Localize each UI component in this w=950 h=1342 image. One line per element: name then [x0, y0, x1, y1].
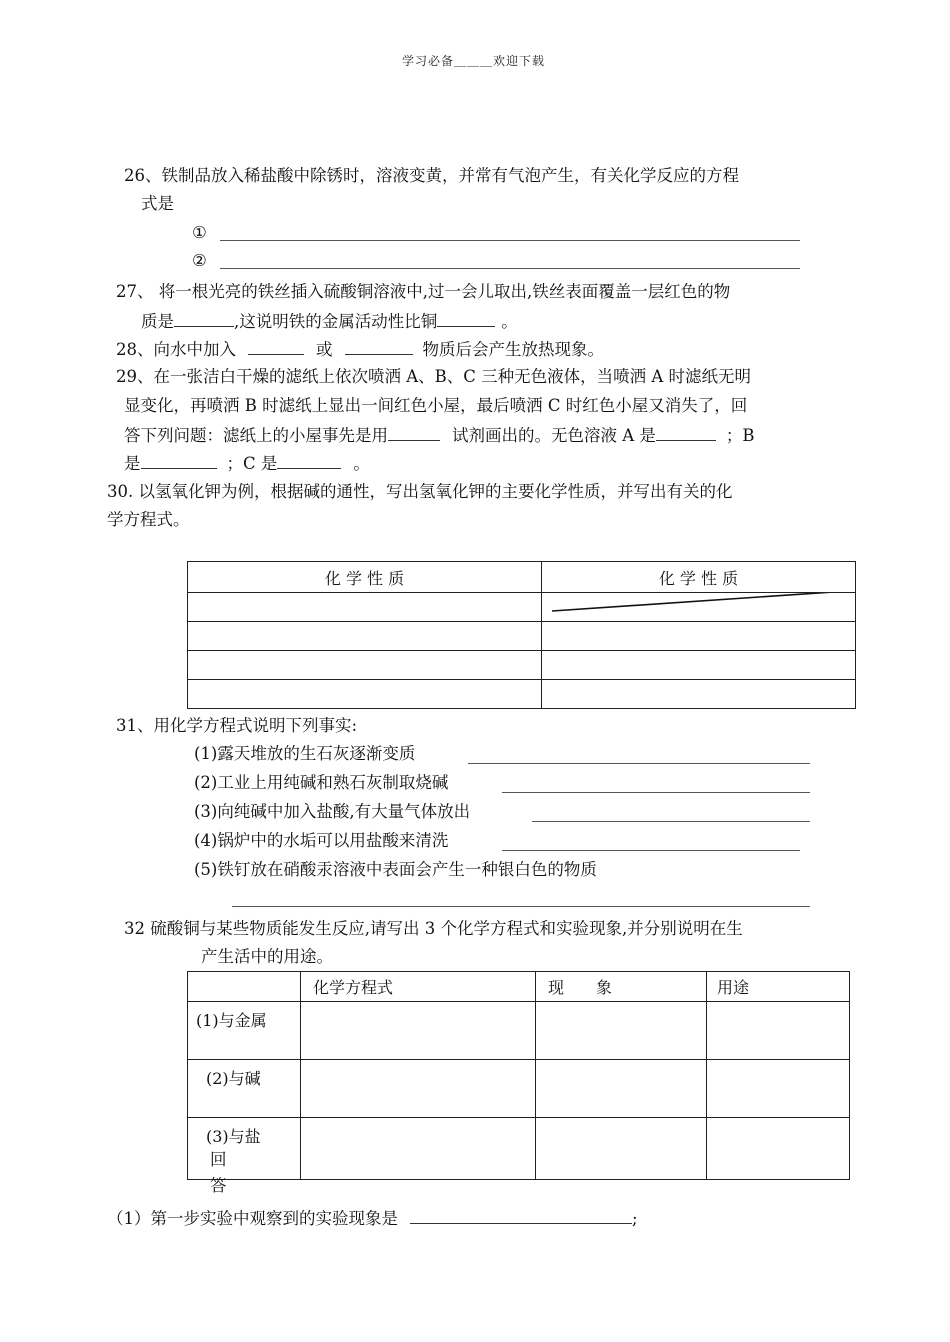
q31-title: 31、用化学方程式说明下列事实: — [116, 716, 358, 735]
q27-line1: 27、 将一根光亮的铁丝插入硫酸铜溶液中,过一会儿取出,铁丝表面覆盖一层红色的物 — [116, 282, 731, 301]
q29-line2: 显变化，再喷洒 B 时滤纸上显出一间红色小屋，最后喷洒 C 时红色小屋又消失了，回 — [124, 396, 748, 415]
q30-header-2: 化 学 性 质 — [542, 562, 856, 593]
q32-cell[interactable] — [301, 1060, 536, 1118]
q29-line4 — [124, 452, 370, 475]
q27-blank2[interactable] — [437, 310, 495, 327]
q32-header-usage: 用途 — [707, 972, 850, 1002]
q30-line2: 学方程式。 — [107, 510, 190, 529]
q32-header-phenomenon: 现 象 — [536, 972, 707, 1002]
q29-blank4[interactable] — [277, 452, 341, 469]
q32-row-label-3: (3)与盐 — [188, 1118, 301, 1180]
q30-table — [187, 561, 856, 709]
q30-cell[interactable] — [542, 680, 856, 709]
q28-line — [116, 338, 604, 361]
q29-blank1[interactable] — [388, 424, 440, 441]
q32-cell[interactable] — [536, 1060, 707, 1118]
q29-text-4c: 。 — [353, 454, 370, 473]
diagonal-stroke-icon — [542, 593, 857, 621]
q31-answer-line-2[interactable] — [502, 792, 810, 793]
q26-answer-line1[interactable] — [220, 240, 800, 241]
q32-line1: 32 硫酸铜与某些物质能发生反应,请写出 3 个化学方程式和实验现象,并分别说明在生 — [124, 919, 743, 938]
q30-cell-slashed[interactable] — [542, 593, 856, 622]
q30-cell[interactable] — [188, 680, 542, 709]
q29-text-4a: 是 — [124, 454, 141, 473]
answer-end: ; — [632, 1209, 638, 1228]
q29-text-4b: ；C 是 — [226, 454, 278, 473]
q30-cell[interactable] — [188, 593, 542, 622]
q32-line2: 产生活中的用途。 — [201, 947, 333, 966]
q28-text-c: 物质后会产生放热现象。 — [422, 340, 604, 359]
q32-row-label-2: (2)与碱 — [188, 1060, 301, 1118]
q32-overflow-char-1: 回 — [210, 1150, 227, 1169]
q31-item-1: (1)露天堆放的生石灰逐渐变质 — [194, 744, 416, 763]
q28-text-b: 或 — [316, 340, 333, 359]
q31-answer-line-5[interactable] — [232, 906, 810, 907]
answer-text: （1）第一步实验中观察到的实验现象是 — [107, 1209, 398, 1228]
q31-item-4: (4)锅炉中的水垢可以用盐酸来清洗 — [194, 831, 449, 850]
q32-cell[interactable] — [707, 1002, 850, 1060]
q26-answer-line2[interactable] — [220, 268, 800, 269]
q31-answer-line-3[interactable] — [532, 821, 810, 822]
q32-cell[interactable] — [536, 1118, 707, 1180]
q30-header-1: 化 学 性 质 — [188, 562, 542, 593]
q29-line1: 29、在一张洁白干燥的滤纸上依次喷洒 A、B、C 三种无色液体，当喷洒 A 时滤纸无明 — [116, 367, 752, 386]
q26-item1-marker: ① — [192, 223, 207, 242]
q27-text-a: 质是 — [141, 312, 174, 331]
q27-line2 — [141, 310, 518, 333]
q31-item-3: (3)向纯碱中加入盐酸,有大量气体放出 — [194, 802, 471, 821]
q29-blank2[interactable] — [656, 424, 716, 441]
q31-item-2: (2)工业上用纯碱和熟石灰制取烧碱 — [194, 773, 449, 792]
q29-text-3b: 试剂画出的。无色溶液 A 是 — [452, 426, 656, 445]
q29-line3 — [124, 424, 755, 447]
q26-item2-marker: ② — [192, 251, 207, 270]
q30-line1: 30. 以氢氧化钾为例，根据碱的通性，写出氢氧化钾的主要化学性质，并写出有关的化 — [107, 482, 733, 501]
q32-header-equation: 化学方程式 — [301, 972, 536, 1002]
q26-line2: 式是 — [141, 194, 174, 213]
q29-text-3c: ；B — [725, 426, 755, 445]
q27-text-c: 。 — [501, 312, 518, 331]
q28-blank2[interactable] — [345, 338, 413, 355]
q28-text-a: 28、向水中加入 — [116, 340, 236, 359]
q30-cell[interactable] — [542, 651, 856, 680]
q32-cell[interactable] — [536, 1002, 707, 1060]
q29-text-3a: 答下列问题：滤纸上的小屋事先是用 — [124, 426, 388, 445]
q32-cell[interactable] — [301, 1118, 536, 1180]
q32-cell[interactable] — [707, 1060, 850, 1118]
q30-cell[interactable] — [188, 622, 542, 651]
answer-line — [107, 1207, 638, 1230]
q28-blank1[interactable] — [248, 338, 304, 355]
q27-blank1[interactable] — [174, 310, 234, 327]
q26-line1: 26、铁制品放入稀盐酸中除锈时，溶液变黄，并常有气泡产生，有关化学反应的方程 — [124, 166, 739, 185]
q29-blank3[interactable] — [141, 452, 217, 469]
q30-cell[interactable] — [542, 622, 856, 651]
q32-row-label-1: (1)与金属 — [188, 1002, 301, 1060]
q32-overflow-char-2: 答 — [210, 1176, 227, 1195]
page-header: 学习必备＿＿＿欢迎下载 — [402, 54, 546, 68]
q32-cell[interactable] — [707, 1118, 850, 1180]
q32-table — [187, 971, 850, 1180]
q31-answer-line-4[interactable] — [502, 850, 800, 851]
q31-answer-line-1[interactable] — [468, 763, 810, 764]
q30-cell[interactable] — [188, 651, 542, 680]
q31-item-5: (5)铁钉放在硝酸汞溶液中表面会产生一种银白色的物质 — [194, 860, 597, 879]
q32-header-empty — [188, 972, 301, 1002]
q27-text-b: ,这说明铁的金属活动性比铜 — [234, 312, 438, 331]
q32-cell[interactable] — [301, 1002, 536, 1060]
answer-blank[interactable] — [410, 1207, 632, 1224]
